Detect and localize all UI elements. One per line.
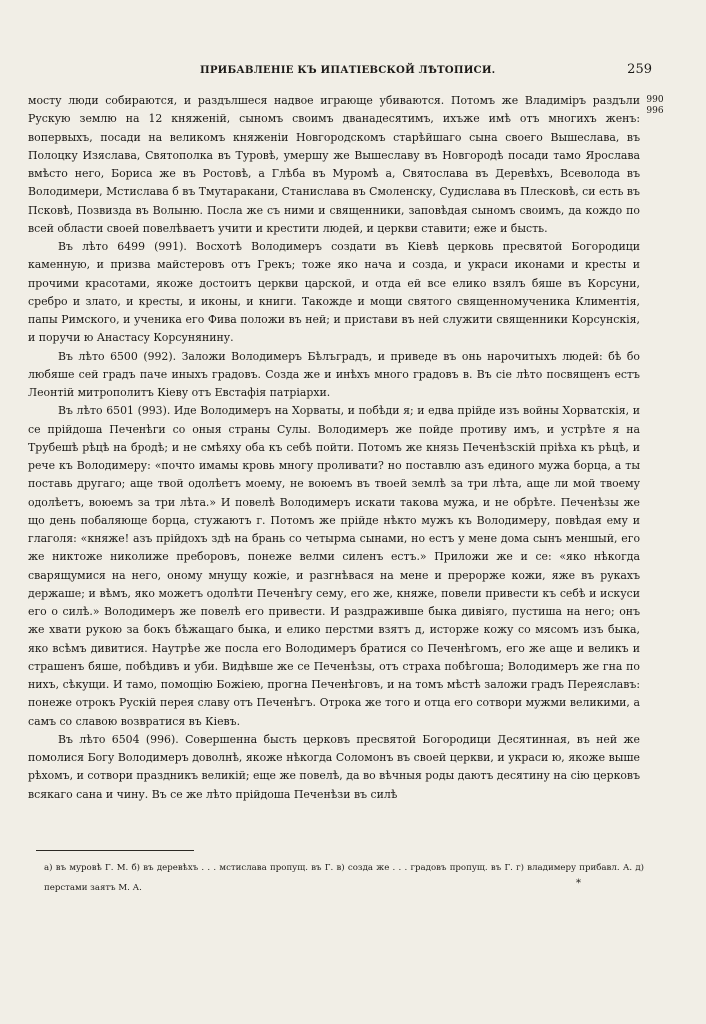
footnote-text: а) въ муровѣ Г. М. б) въ деревѣхъ . . . мстислава пропущ. въ Г. в) созда же . . . градовъ пропущ. въ Г. г) владимеру прибавл. А. д) перстами заятъ М. А.	[44, 863, 644, 893]
footnotes	[44, 858, 644, 898]
margin-year: 996	[646, 106, 664, 116]
paragraph: Въ лѣто 6500 (992). Заложи Володимеръ Бѣлъградъ, и приведе въ онь нарочитыхъ людей: бѣ бо любяше сей градъ паче иныхъ градовъ. Созда же и инѣхъ много градовъ в. Въ сіе лѣто посвященъ естъ Леонтій митрополитъ Кіеву отъ Евстафія патріархи.	[28, 349, 640, 399]
margin-year: 990	[646, 95, 664, 105]
running-head: ПРИБАВЛЕНІЕ КЪ ИПАТІЕВСКОЙ ЛѢТОПИСИ.	[200, 64, 496, 76]
footnote-divider	[36, 850, 194, 851]
margin-year-notes	[643, 95, 667, 117]
paragraph: мосту люди собираются, и раздълшеся надвое играюще убиваются. Потомъ же Владиміръ раздъли Рускую землю на 12 княженій, сыномъ своимъ дванадесятимъ, ихъже имѣ отъ многихъ женъ: вопервыхъ, посади на великомъ княженіи Новгородскомъ старѣйшаго сына своего Вышеслава, въ Полоцку Изяслава, Святополка въ Туровѣ, умершу же Вышеславу въ Новгородѣ посади тамо Ярослава вмѣсто него, Бориса же въ Ростовѣ, а Глѣба въ Муромѣ а, Святослава въ Деревѣхъ, Всеволода въ Володимери, Мстислава б въ Тмутаракани, Станислава въ Смоленску, Судислава въ Плесковѣ, си есть въ Псковѣ, Позвизда въ Волыню. Посла же съ ними и священники, заповѣдая сыномъ своимъ, да кождо по всей области своей повелѣваетъ учити и крестити людей, и церкви ставити; еже и бысть.	[28, 94, 640, 235]
page-number: 259	[627, 62, 652, 77]
paragraph: Въ лѣто 6504 (996). Совершенна бысть церковъ пресвятой Богородици Десятинная, въ ней же помолися Богу Володимеръ доволнѣ, якоже нѣкогда Соломонъ въ своей церкви, и украси ю, якоже выше рѣхомъ, и сотвори праздникъ великій; еще же повелѣ, да во вѣчныя роды даютъ десятину на сію церковъ всякаго сана и чину. Въ се же лѣто прійдоша Печенѣзи въ силѣ	[28, 732, 640, 801]
paragraph: Въ лѣто 6501 (993). Иде Володимеръ на Хорваты, и побѣди я; и едва прійде изъ войны Хорватскія, и се прійдоша Печенѣги со оныя страны Сулы. Володимеръ же пойде противу имъ, и устрѣте я на Трубешѣ рѣцѣ на бродѣ; и не смѣяху оба къ себѣ пойти. Потомъ же князь Печенѣзскій пріѣха къ рѣцѣ, и рече къ Володимеру: «почто имамы кровь многу проливати? но поставлю азъ единого мужа борца, а ты поставь другаго; аще твой одолѣетъ моему, не воюемъ въ твоей землѣ за три лѣта, аще ли мой твоему одолѣетъ, воюемъ за три лѣта.» И повелѣ Володимеръ искати такова мужа, и не обрѣте. Печенѣзы же що день побаляюще борца, стужаютъ г. Потомъ же прійде нѣкто мужъ къ Володимеру, повѣдая ему и глаголя: «княже! азъ прійдохъ здѣ на брань со четырма сынами, но естъ у мене дома сынъ меншый, его же никтоже николиже преборовъ, понеже велми силенъ естъ.» Приложи же и се: «яко нѣкогда сварящумися на него, оному мнущу кожіе, и разгнѣвася на мене и прерорже кожи, яже въ рукахъ держаше; и вѣмъ, яко можетъ одолѣти Печенѣгу сему, его же, княже, повели привести къ себѣ и искуси его о силѣ.» Володимеръ же повелѣ его привести. И раздраживше быка дивіяго, пустиша на него; онъ же хвати рукою за бокъ бѣжащаго быка, и елико перстми взятъ д, исторже кожу со мясомъ изъ быка, яко всѣмъ дивитися. Наутрѣе же посла его Володимеръ братися со Печенѣгомъ, его же аще и великъ и страшенъ бяше, побѣдивъ и уби. Видѣвше же се Печенѣзы, отъ страха побѣгоша; Володимеръ же гна по нихъ, сѣкущи. И тамо, помощію Божіею, прогна Печенѣговъ, и на томъ мѣстѣ заложи градъ Переяславъ: понеже отрокъ Рускій перея славу отъ Печенѣгъ. Отрока же того и отца его сотвори мужми великими, а самъ со славою возвратися въ Кіевъ.	[28, 404, 640, 728]
paragraph: Въ лѣто 6499 (991). Восхотѣ Володимеръ создати въ Кіевѣ церковь пресвятой Богородици каменную, и призва майстеровъ отъ Грекъ; тоже яко нача и созда, и украси иконами и кресты и прочими красотами, якоже достоитъ церкви царской, и отда ей все елико взялъ бяше въ Корсуни, сребро и злато, и кресты, и иконы, и книги. Такожде и мощи святого священномученика Климентія, папы Римского, и ученика его Фива положи въ ней; и пристави въ ней служити священники Корсунскія, и поручи ю Анастасу Корсунянину.	[28, 240, 640, 345]
chronicle-text	[28, 92, 640, 804]
asterisk-mark: *	[576, 878, 581, 889]
